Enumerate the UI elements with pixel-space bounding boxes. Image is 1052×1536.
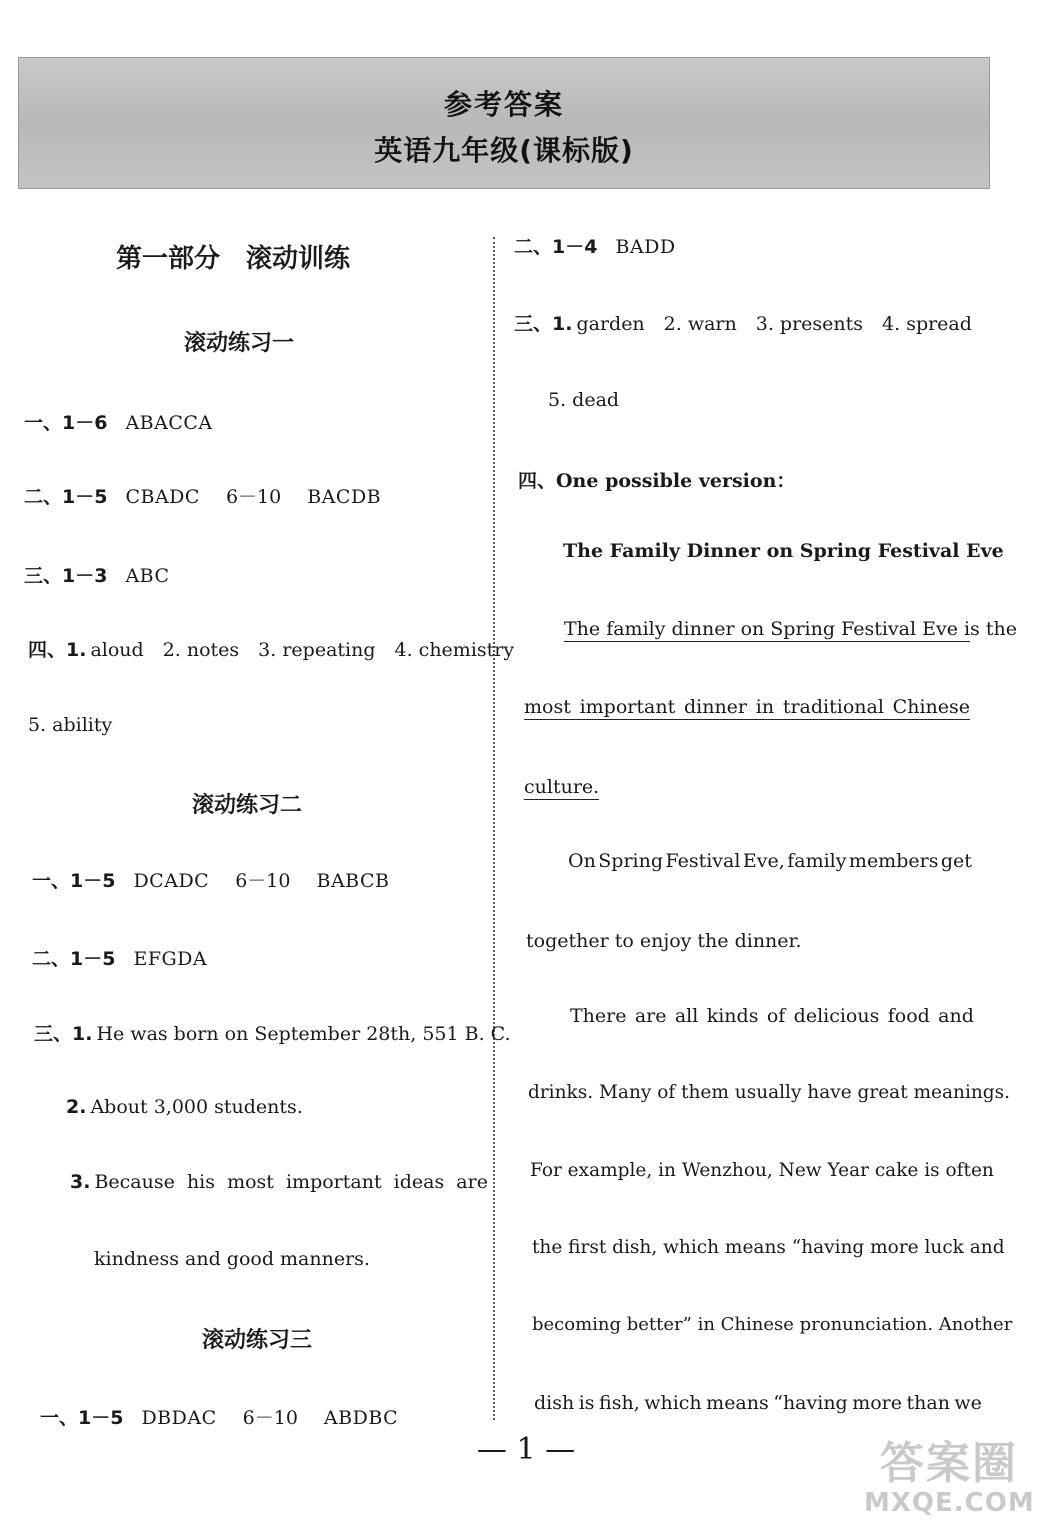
word: get (940, 850, 972, 872)
question-number: 3. (70, 1171, 91, 1193)
word: Chinese (892, 696, 970, 718)
word: On (568, 850, 596, 872)
r-q3 (514, 309, 972, 336)
answer: garden 2. warn 3. presents 4. spread (576, 313, 972, 335)
answer: He was born on September 28th, 551 B. C. (96, 1023, 511, 1045)
ex2-q3-2 (66, 1096, 303, 1118)
ex2-q3-3 (70, 1171, 488, 1193)
ex1-q3 (24, 561, 170, 588)
watermark-logo (864, 1440, 1034, 1526)
ex2-q2 (32, 944, 207, 971)
question-number: 三、1. (514, 313, 573, 335)
topic-sentence-end: culture. (524, 776, 600, 798)
word: all (674, 1005, 699, 1027)
question-number: 四、1. (28, 639, 87, 661)
word: important (285, 1171, 382, 1193)
question-number: 二、1－5 (24, 486, 108, 508)
word: important (579, 696, 676, 718)
word: Because (94, 1171, 175, 1193)
range: 6－10 (235, 870, 291, 892)
word: means (706, 1392, 769, 1414)
word: delicious (793, 1005, 880, 1027)
word: dinner (683, 696, 748, 718)
essay-p3-line4: the first dish, which means “having more luck and (532, 1237, 1005, 1258)
word: “having (773, 1392, 848, 1414)
word: and (938, 1005, 974, 1027)
watermark-url: MXQE.COM (864, 1488, 1035, 1518)
answer: ABC (125, 565, 170, 587)
answer: About 3,000 students. (90, 1096, 303, 1118)
ex3-q1 (40, 1403, 398, 1430)
word: we (954, 1392, 982, 1414)
ex2-q3-3-cont: kindness and good manners. (94, 1248, 370, 1270)
answer: ABACCA (125, 412, 213, 434)
ex2-q3-1 (34, 1019, 511, 1046)
question-number: 一、1－6 (24, 412, 108, 434)
answer: BADD (615, 236, 676, 258)
essay-p3-line3: For example, in Wenzhou, New Year cake is often (530, 1160, 994, 1181)
question-number: 2. (66, 1096, 87, 1118)
word: dish (534, 1392, 575, 1414)
essay-p2-line2: together to enjoy the dinner. (526, 930, 802, 952)
answer: DCADC (133, 870, 210, 892)
word: members (848, 850, 939, 872)
answer: EFGDA (133, 948, 208, 970)
watermark-text: 答案圈 (880, 1438, 1018, 1489)
ex1-q2 (24, 482, 381, 509)
word: most (227, 1171, 274, 1193)
ex2-q1 (32, 866, 389, 893)
column-divider (493, 237, 495, 1420)
document-title: 参考答案 (443, 88, 564, 121)
answer: ABDBC (323, 1407, 399, 1429)
ex1-q4-cont: 5. ability (28, 714, 113, 736)
answer: aloud 2. notes 3. repeating 4. chemistry (90, 639, 515, 661)
essay-p3-line6 (534, 1392, 982, 1414)
part-title: 第一部分 滚动训练 (116, 244, 351, 274)
r-q4-label: 四、One possible version： (518, 470, 796, 492)
word: Eve, (742, 850, 785, 872)
question-number: 一、1－5 (40, 1407, 124, 1429)
word: are (456, 1171, 488, 1193)
topic-sentence: The family dinner on Spring Festival Eve is the (564, 618, 1017, 640)
word: in (755, 696, 775, 718)
essay-p1-line1 (564, 618, 1017, 642)
ex1-q1 (24, 408, 213, 435)
word: his (186, 1171, 216, 1193)
word: Spring (598, 850, 664, 872)
word: fish, (599, 1392, 640, 1414)
word: Festival (665, 850, 741, 872)
answer: BABCB (316, 870, 390, 892)
range: 6－10 (225, 486, 282, 508)
question-number: 三、1. (34, 1023, 93, 1045)
word: There (570, 1005, 627, 1027)
essay-p3-line1 (570, 1005, 974, 1027)
word: family (787, 850, 847, 872)
exercise-3-title: 滚动练习三 (202, 1328, 313, 1353)
word: is (578, 1392, 595, 1414)
r-q3-cont: 5. dead (548, 389, 620, 411)
word: food (887, 1005, 930, 1027)
word: ideas (393, 1171, 445, 1193)
question-number: 二、1－4 (514, 236, 598, 258)
word: more (852, 1392, 903, 1414)
word: most (524, 696, 571, 718)
word: of (766, 1005, 786, 1027)
word: traditional (782, 696, 884, 718)
answer: BACDB (307, 486, 382, 508)
word: are (634, 1005, 667, 1027)
document-subtitle: 英语九年级(课标版) (374, 134, 634, 167)
essay-title: The Family Dinner on Spring Festival Eve (563, 540, 1004, 562)
essay-p1-line3 (524, 776, 599, 798)
question-number: 一、1－5 (32, 870, 116, 892)
answer: DBDAC (141, 1407, 217, 1429)
word: than (906, 1392, 950, 1414)
exercise-2-title: 滚动练习二 (192, 793, 303, 818)
page-number: — 1 — (476, 1432, 576, 1467)
essay-p3-line5: becoming better” in Chinese pronunciation. Another (532, 1314, 1013, 1335)
word: which (644, 1392, 702, 1414)
answer: CBADC (125, 486, 200, 508)
exercise-1-title: 滚动练习一 (184, 331, 295, 356)
range: 6－10 (242, 1407, 298, 1429)
question-number: 二、1－5 (32, 948, 116, 970)
ex1-q4 (28, 635, 514, 662)
word: kinds (706, 1005, 759, 1027)
header-banner (18, 57, 990, 189)
essay-p3-line2: drinks. Many of them usually have great meanings. (528, 1082, 1010, 1103)
essay-p2-line1 (568, 850, 972, 872)
r-q2 (514, 232, 676, 259)
essay-p1-line2 (524, 696, 970, 720)
question-number: 三、1－3 (24, 565, 108, 587)
